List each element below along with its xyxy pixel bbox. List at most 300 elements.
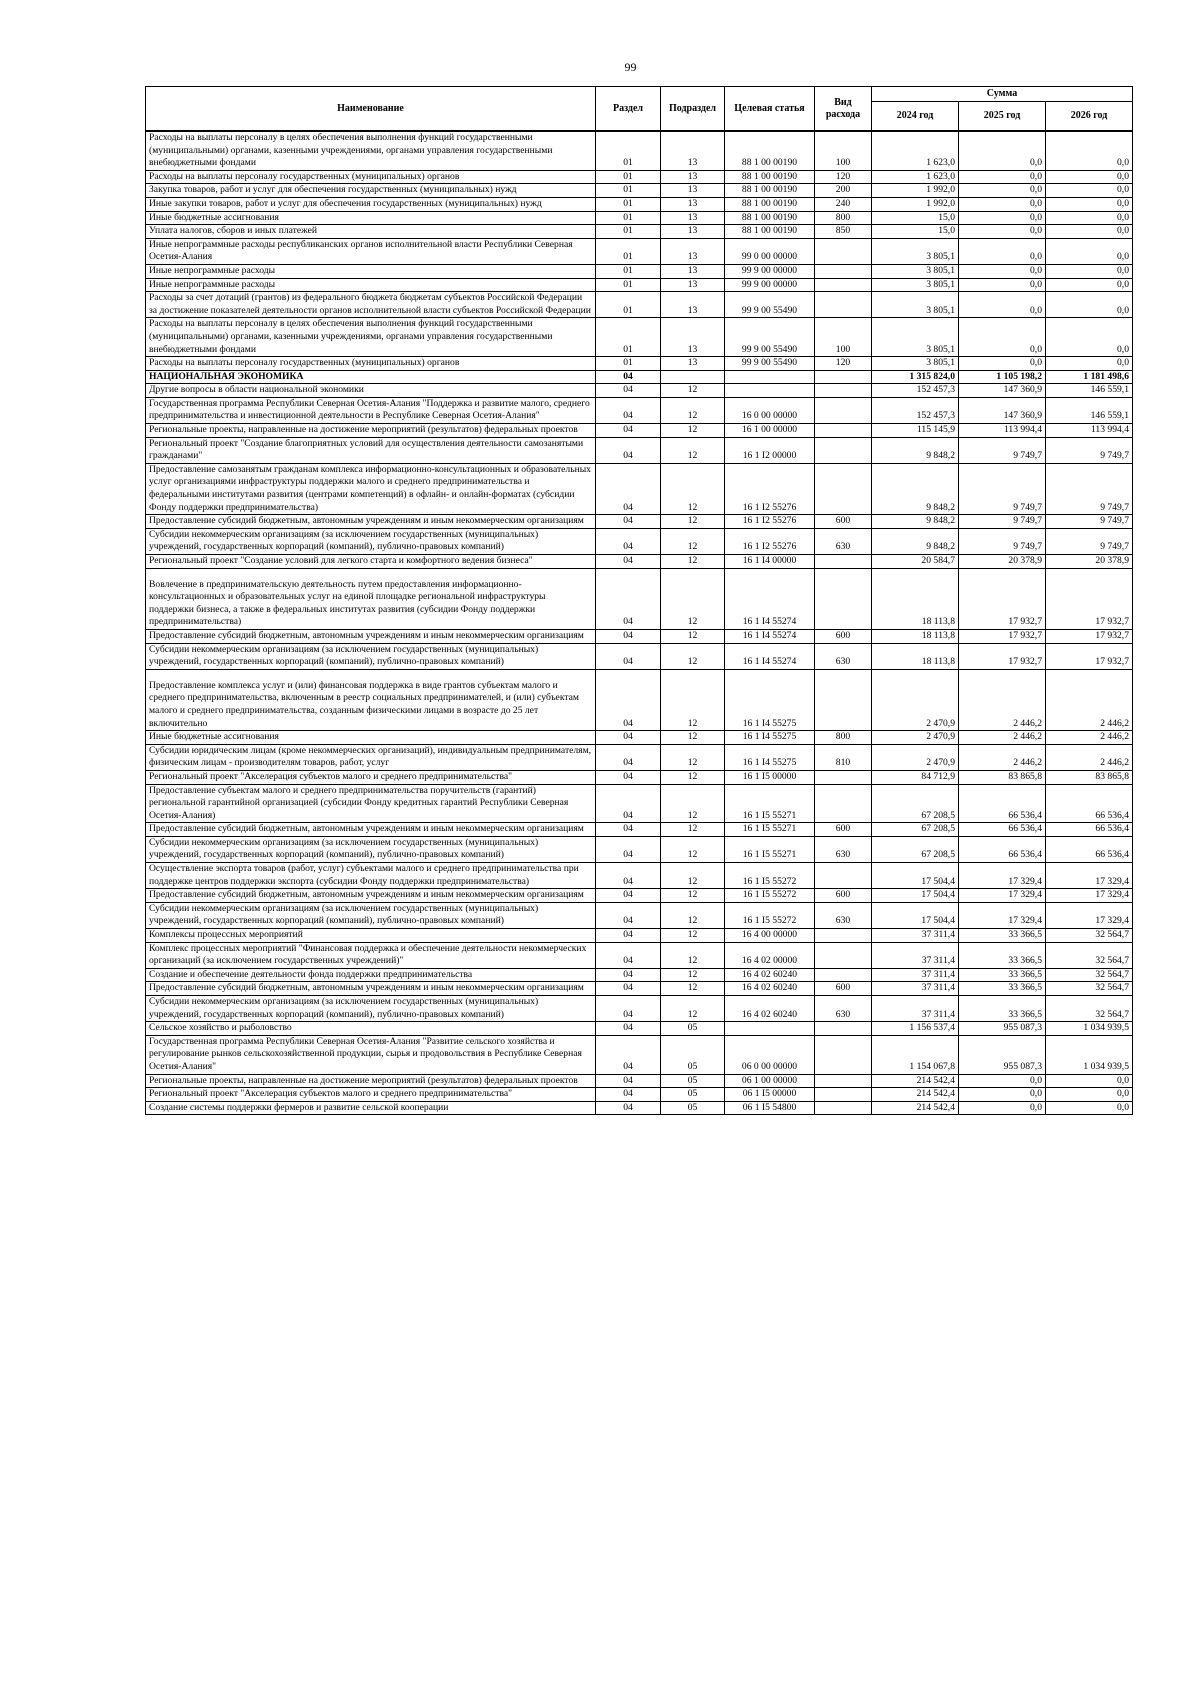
row-value-2025: 83 865,8 xyxy=(959,770,1046,784)
row-value-2026: 0,0 xyxy=(1046,197,1133,211)
row-name: Иные непрограммные расходы xyxy=(146,278,596,292)
table-row xyxy=(146,424,1133,438)
row-target: 88 1 00 00190 xyxy=(725,131,815,170)
row-section: 04 xyxy=(596,515,661,529)
row-value-2026: 146 559,1 xyxy=(1046,397,1133,423)
row-section: 04 xyxy=(596,823,661,837)
row-target xyxy=(725,1022,815,1036)
row-value-2025: 2 446,2 xyxy=(959,669,1046,730)
row-expense-type: 630 xyxy=(815,902,872,928)
table-row xyxy=(146,744,1133,770)
row-value-2026: 2 446,2 xyxy=(1046,731,1133,745)
row-target: 16 1 I5 00000 xyxy=(725,770,815,784)
row-section: 04 xyxy=(596,370,661,384)
row-value-2026: 83 865,8 xyxy=(1046,770,1133,784)
row-subsection: 13 xyxy=(661,264,725,278)
row-section: 01 xyxy=(596,184,661,198)
row-value-2024: 67 208,5 xyxy=(872,836,959,862)
row-value-2024: 20 584,7 xyxy=(872,555,959,569)
row-value-2026: 0,0 xyxy=(1046,292,1133,318)
table-row xyxy=(146,863,1133,889)
row-value-2025: 2 446,2 xyxy=(959,744,1046,770)
page-number: 99 xyxy=(624,60,637,74)
row-value-2024: 17 504,4 xyxy=(872,902,959,928)
row-subsection: 12 xyxy=(661,982,725,996)
row-value-2026: 0,0 xyxy=(1046,318,1133,357)
row-value-2025: 0,0 xyxy=(959,264,1046,278)
row-section: 04 xyxy=(596,982,661,996)
table-row xyxy=(146,184,1133,198)
row-expense-type xyxy=(815,463,872,514)
row-value-2026: 2 446,2 xyxy=(1046,669,1133,730)
row-subsection: 13 xyxy=(661,318,725,357)
row-target: 99 9 00 55490 xyxy=(725,357,815,371)
row-section: 04 xyxy=(596,731,661,745)
row-target: 88 1 00 00190 xyxy=(725,197,815,211)
row-target: 99 0 00 00000 xyxy=(725,238,815,264)
row-name: Расходы на выплаты персоналу в целях обеспечения выполнения функций государственными (муниципальными) органами, казенными учреждениями, органами управления государственными внебюджетными фондами xyxy=(146,318,596,357)
table-row xyxy=(146,170,1133,184)
row-value-2024: 9 848,2 xyxy=(872,463,959,514)
row-expense-type xyxy=(815,264,872,278)
row-section: 01 xyxy=(596,211,661,225)
row-value-2025: 0,0 xyxy=(959,278,1046,292)
row-value-2025: 33 366,5 xyxy=(959,942,1046,968)
row-target: 16 4 02 60240 xyxy=(725,982,815,996)
row-name: Субсидии некоммерческим организациям (за исключением государственных (муниципальных) учреждений, государственных корпораций (компаний), публично-правовых компаний) xyxy=(146,643,596,669)
row-name: Предоставление субсидий бюджетным, автономным учреждениям и иным некоммерческим организациям xyxy=(146,629,596,643)
row-name: Государственная программа Республики Северная Осетия-Алания "Поддержка и развитие малого, среднего предпринимательства и инвестиционной деятельности в Республике Северная Осетия-Алания" xyxy=(146,397,596,423)
row-section: 01 xyxy=(596,131,661,170)
row-target: 88 1 00 00190 xyxy=(725,211,815,225)
row-target: 06 0 00 00000 xyxy=(725,1035,815,1074)
row-value-2024: 17 504,4 xyxy=(872,889,959,903)
row-value-2025: 0,0 xyxy=(959,184,1046,198)
row-name: Субсидии юридическим лицам (кроме некоммерческих организаций), индивидуальным предпринимателям, физическим лицам - производителям товаров, работ, услуг xyxy=(146,744,596,770)
row-subsection: 12 xyxy=(661,836,725,862)
row-expense-type: 600 xyxy=(815,515,872,529)
row-subsection: 12 xyxy=(661,629,725,643)
row-subsection: 12 xyxy=(661,968,725,982)
row-value-2026: 9 749,7 xyxy=(1046,463,1133,514)
row-expense-type: 120 xyxy=(815,357,872,371)
row-name: Региональные проекты, направленные на достижение мероприятий (результатов) федеральных проектов xyxy=(146,424,596,438)
row-subsection: 12 xyxy=(661,929,725,943)
row-value-2024: 9 848,2 xyxy=(872,528,959,554)
row-value-2025: 147 360,9 xyxy=(959,384,1046,398)
row-value-2025: 0,0 xyxy=(959,197,1046,211)
row-expense-type: 630 xyxy=(815,836,872,862)
row-expense-type: 600 xyxy=(815,823,872,837)
row-value-2026: 146 559,1 xyxy=(1046,384,1133,398)
row-target: 16 4 02 60240 xyxy=(725,968,815,982)
row-section: 01 xyxy=(596,318,661,357)
row-section: 04 xyxy=(596,902,661,928)
row-value-2026: 9 749,7 xyxy=(1046,437,1133,463)
row-value-2025: 113 994,4 xyxy=(959,424,1046,438)
row-target xyxy=(725,384,815,398)
row-value-2025: 17 329,4 xyxy=(959,902,1046,928)
row-value-2024: 2 470,9 xyxy=(872,669,959,730)
row-value-2024: 37 311,4 xyxy=(872,968,959,982)
row-name: Предоставление субсидий бюджетным, автономным учреждениям и иным некоммерческим организациям xyxy=(146,515,596,529)
row-name: Создание и обеспечение деятельности фонда поддержки предпринимательства xyxy=(146,968,596,982)
table-row xyxy=(146,370,1133,384)
row-expense-type xyxy=(815,384,872,398)
row-value-2026: 17 932,7 xyxy=(1046,643,1133,669)
row-value-2024: 17 504,4 xyxy=(872,863,959,889)
row-value-2026: 32 564,7 xyxy=(1046,942,1133,968)
row-section: 01 xyxy=(596,278,661,292)
row-expense-type xyxy=(815,555,872,569)
table-row xyxy=(146,1035,1133,1074)
row-value-2024: 1 315 824,0 xyxy=(872,370,959,384)
row-value-2024: 3 805,1 xyxy=(872,238,959,264)
table-row xyxy=(146,1088,1133,1102)
row-section: 04 xyxy=(596,836,661,862)
row-value-2025: 955 087,3 xyxy=(959,1035,1046,1074)
row-target: 06 1 I5 54800 xyxy=(725,1101,815,1115)
row-section: 04 xyxy=(596,889,661,903)
row-target: 16 1 I4 55275 xyxy=(725,731,815,745)
row-subsection: 13 xyxy=(661,292,725,318)
row-section: 04 xyxy=(596,1022,661,1036)
table-row xyxy=(146,996,1133,1022)
row-value-2024: 3 805,1 xyxy=(872,357,959,371)
row-section: 04 xyxy=(596,968,661,982)
row-section: 04 xyxy=(596,1035,661,1074)
row-section: 01 xyxy=(596,238,661,264)
budget-table xyxy=(145,86,1133,1115)
row-section: 04 xyxy=(596,1074,661,1088)
row-subsection: 12 xyxy=(661,384,725,398)
row-expense-type xyxy=(815,669,872,730)
row-value-2024: 18 113,8 xyxy=(872,643,959,669)
row-target: 16 1 I2 00000 xyxy=(725,437,815,463)
table-row xyxy=(146,929,1133,943)
row-expense-type: 800 xyxy=(815,211,872,225)
row-value-2025: 66 536,4 xyxy=(959,823,1046,837)
row-section: 01 xyxy=(596,197,661,211)
row-value-2025: 9 749,7 xyxy=(959,515,1046,529)
table-row xyxy=(146,278,1133,292)
row-subsection: 13 xyxy=(661,184,725,198)
row-expense-type xyxy=(815,278,872,292)
row-target: 88 1 00 00190 xyxy=(725,225,815,239)
row-value-2025: 0,0 xyxy=(959,211,1046,225)
table-row xyxy=(146,318,1133,357)
row-section: 04 xyxy=(596,568,661,629)
row-name: Субсидии некоммерческим организациям (за исключением государственных (муниципальных) учреждений, государственных корпораций (компаний), публично-правовых компаний) xyxy=(146,836,596,862)
table-row xyxy=(146,968,1133,982)
row-name: Региональный проект "Акселерация субъектов малого и среднего предпринимательства" xyxy=(146,1088,596,1102)
table-row xyxy=(146,515,1133,529)
row-section: 04 xyxy=(596,555,661,569)
row-subsection: 13 xyxy=(661,197,725,211)
row-subsection: 13 xyxy=(661,170,725,184)
row-value-2025: 0,0 xyxy=(959,238,1046,264)
row-section: 04 xyxy=(596,942,661,968)
row-value-2025: 2 446,2 xyxy=(959,731,1046,745)
table-row xyxy=(146,731,1133,745)
row-section: 04 xyxy=(596,424,661,438)
row-value-2025: 0,0 xyxy=(959,170,1046,184)
row-expense-type xyxy=(815,370,872,384)
row-value-2026: 17 329,4 xyxy=(1046,902,1133,928)
header-target: Целевая статья xyxy=(725,87,815,132)
row-value-2024: 152 457,3 xyxy=(872,384,959,398)
row-expense-type xyxy=(815,292,872,318)
row-value-2026: 1 181 498,6 xyxy=(1046,370,1133,384)
table-row xyxy=(146,942,1133,968)
row-name: Закупка товаров, работ и услуг для обеспечения государственных (муниципальных) нужд xyxy=(146,184,596,198)
table-row xyxy=(146,629,1133,643)
row-value-2026: 66 536,4 xyxy=(1046,823,1133,837)
row-expense-type: 600 xyxy=(815,982,872,996)
row-subsection: 13 xyxy=(661,131,725,170)
row-name: Региональный проект "Акселерация субъектов малого и среднего предпринимательства" xyxy=(146,770,596,784)
row-subsection: 05 xyxy=(661,1074,725,1088)
row-subsection: 12 xyxy=(661,528,725,554)
header-2026: 2026 год xyxy=(1046,102,1133,132)
row-section: 04 xyxy=(596,863,661,889)
table-row xyxy=(146,1074,1133,1088)
row-target: 16 1 I4 55275 xyxy=(725,669,815,730)
row-value-2025: 1 105 198,2 xyxy=(959,370,1046,384)
row-value-2025: 0,0 xyxy=(959,1074,1046,1088)
row-value-2024: 3 805,1 xyxy=(872,318,959,357)
row-value-2026: 0,0 xyxy=(1046,278,1133,292)
row-value-2026: 17 329,4 xyxy=(1046,889,1133,903)
row-name: Предоставление субсидий бюджетным, автономным учреждениям и иным некоммерческим организациям xyxy=(146,823,596,837)
row-value-2026: 0,0 xyxy=(1046,1101,1133,1115)
row-expense-type xyxy=(815,942,872,968)
row-name: Расходы на выплаты персоналу государственных (муниципальных) органов xyxy=(146,357,596,371)
row-subsection: 13 xyxy=(661,238,725,264)
table-row xyxy=(146,463,1133,514)
row-name: Субсидии некоммерческим организациям (за исключением государственных (муниципальных) учреждений, государственных корпораций (компаний), публично-правовых компаний) xyxy=(146,996,596,1022)
row-expense-type xyxy=(815,929,872,943)
table-row xyxy=(146,555,1133,569)
row-value-2025: 17 932,7 xyxy=(959,568,1046,629)
row-target: 99 9 00 55490 xyxy=(725,318,815,357)
row-expense-type: 200 xyxy=(815,184,872,198)
row-value-2025: 17 329,4 xyxy=(959,889,1046,903)
row-subsection: 12 xyxy=(661,669,725,730)
row-value-2025: 17 932,7 xyxy=(959,643,1046,669)
table-row xyxy=(146,1022,1133,1036)
row-section: 04 xyxy=(596,643,661,669)
row-value-2026: 0,0 xyxy=(1046,1088,1133,1102)
row-name: Предоставление субсидий бюджетным, автономным учреждениям и иным некоммерческим организациям xyxy=(146,982,596,996)
row-value-2026: 0,0 xyxy=(1046,184,1133,198)
row-subsection: 12 xyxy=(661,942,725,968)
row-name: Региональный проект "Создание условий для легкого старта и комфортного ведения бизнеса" xyxy=(146,555,596,569)
row-value-2024: 152 457,3 xyxy=(872,397,959,423)
row-subsection: 12 xyxy=(661,397,725,423)
row-target: 16 1 I2 55276 xyxy=(725,515,815,529)
header-subsection: Подраздел xyxy=(661,87,725,132)
row-value-2026: 66 536,4 xyxy=(1046,784,1133,823)
row-section: 04 xyxy=(596,669,661,730)
row-value-2026: 66 536,4 xyxy=(1046,836,1133,862)
table-row xyxy=(146,836,1133,862)
header-name: Наименование xyxy=(146,87,596,132)
row-value-2024: 1 156 537,4 xyxy=(872,1022,959,1036)
row-name: Расходы на выплаты персоналу в целях обеспечения выполнения функций государственными (муниципальными) органами, казенными учреждениями, органами управления государственными внебюджетными фондами xyxy=(146,131,596,170)
row-value-2026: 20 378,9 xyxy=(1046,555,1133,569)
row-value-2026: 17 329,4 xyxy=(1046,863,1133,889)
row-value-2024: 37 311,4 xyxy=(872,942,959,968)
row-section: 04 xyxy=(596,528,661,554)
row-expense-type: 630 xyxy=(815,996,872,1022)
row-section: 01 xyxy=(596,292,661,318)
row-name: Иные бюджетные ассигнования xyxy=(146,211,596,225)
row-name: Иные закупки товаров, работ и услуг для обеспечения государственных (муниципальных) нужд xyxy=(146,197,596,211)
row-value-2025: 9 749,7 xyxy=(959,463,1046,514)
row-value-2025: 20 378,9 xyxy=(959,555,1046,569)
row-expense-type: 630 xyxy=(815,528,872,554)
row-target: 06 1 00 00000 xyxy=(725,1074,815,1088)
row-value-2026: 2 446,2 xyxy=(1046,744,1133,770)
table-row xyxy=(146,889,1133,903)
row-value-2025: 33 366,5 xyxy=(959,996,1046,1022)
row-value-2025: 33 366,5 xyxy=(959,982,1046,996)
row-subsection: 12 xyxy=(661,424,725,438)
row-value-2025: 147 360,9 xyxy=(959,397,1046,423)
row-expense-type: 810 xyxy=(815,744,872,770)
row-value-2026: 0,0 xyxy=(1046,211,1133,225)
row-name: Региональные проекты, направленные на достижение мероприятий (результатов) федеральных проектов xyxy=(146,1074,596,1088)
table-row xyxy=(146,397,1133,423)
row-name: Предоставление комплекса услуг и (или) финансовая поддержка в виде грантов субъектам малого и среднего предпринимательства, включенным в реестр социальных предпринимателей, и (или) субъектам малого и среднего предпринимательства, созданным физическими лицами в возрасте до 25 лет включительно xyxy=(146,669,596,730)
row-subsection: 13 xyxy=(661,278,725,292)
row-value-2026: 113 994,4 xyxy=(1046,424,1133,438)
row-value-2026: 17 932,7 xyxy=(1046,568,1133,629)
table-row xyxy=(146,669,1133,730)
table-row xyxy=(146,902,1133,928)
table-row xyxy=(146,384,1133,398)
row-value-2024: 9 848,2 xyxy=(872,515,959,529)
header-expense-type: Вид расхода xyxy=(815,87,872,132)
row-expense-type xyxy=(815,424,872,438)
row-subsection: 12 xyxy=(661,889,725,903)
row-value-2026: 1 034 939,5 xyxy=(1046,1035,1133,1074)
row-value-2026: 32 564,7 xyxy=(1046,982,1133,996)
row-subsection: 12 xyxy=(661,996,725,1022)
row-value-2025: 9 749,7 xyxy=(959,437,1046,463)
row-value-2024: 18 113,8 xyxy=(872,629,959,643)
row-value-2024: 18 113,8 xyxy=(872,568,959,629)
row-name: НАЦИОНАЛЬНАЯ ЭКОНОМИКА xyxy=(146,370,596,384)
row-section: 04 xyxy=(596,437,661,463)
row-target: 16 0 00 00000 xyxy=(725,397,815,423)
row-subsection: 13 xyxy=(661,225,725,239)
table-row xyxy=(146,770,1133,784)
table-row xyxy=(146,568,1133,629)
row-subsection: 13 xyxy=(661,357,725,371)
row-name: Предоставление субъектам малого и среднего предпринимательства поручительств (гарантий) региональной гарантийной организацией (субсидии Фонду кредитных гарантий Республики Северная Осетия-Алания) xyxy=(146,784,596,823)
row-name: Субсидии некоммерческим организациям (за исключением государственных (муниципальных) учреждений, государственных корпораций (компаний), публично-правовых компаний) xyxy=(146,902,596,928)
table-row xyxy=(146,643,1133,669)
row-expense-type xyxy=(815,1088,872,1102)
row-value-2024: 115 145,9 xyxy=(872,424,959,438)
row-section: 01 xyxy=(596,170,661,184)
row-expense-type: 240 xyxy=(815,197,872,211)
row-value-2025: 0,0 xyxy=(959,131,1046,170)
row-value-2024: 214 542,4 xyxy=(872,1074,959,1088)
row-target: 16 4 00 00000 xyxy=(725,929,815,943)
header-section: Раздел xyxy=(596,87,661,132)
row-name: Сельское хозяйство и рыболовство xyxy=(146,1022,596,1036)
row-name: Осуществление экспорта товаров (работ, услуг) субъектами малого и среднего предпринимательства при поддержке центров поддержки экспорта (субсидии Фонду поддержки предпринимательства) xyxy=(146,863,596,889)
row-subsection: 12 xyxy=(661,437,725,463)
row-expense-type: 600 xyxy=(815,889,872,903)
row-value-2024: 1 623,0 xyxy=(872,131,959,170)
row-value-2024: 1 992,0 xyxy=(872,184,959,198)
row-value-2024: 15,0 xyxy=(872,211,959,225)
row-value-2026: 32 564,7 xyxy=(1046,996,1133,1022)
row-name: Субсидии некоммерческим организациям (за исключением государственных (муниципальных) учреждений, государственных корпораций (компаний), публично-правовых компаний) xyxy=(146,528,596,554)
row-section: 04 xyxy=(596,1101,661,1115)
row-name: Региональный проект "Создание благоприятных условий для осуществления деятельности самозанятыми гражданами" xyxy=(146,437,596,463)
row-value-2025: 955 087,3 xyxy=(959,1022,1046,1036)
row-name: Вовлечение в предпринимательскую деятельность путем предоставления информационно-консультационных и образовательных услуг на единой площадке региональной инфраструктуры поддержки бизнеса, а также в федеральных институтах развития (субсидии Фонду поддержки предпринимательства) xyxy=(146,568,596,629)
row-subsection: 12 xyxy=(661,902,725,928)
row-value-2024: 2 470,9 xyxy=(872,731,959,745)
row-name: Создание системы поддержки фермеров и развитие сельской кооперации xyxy=(146,1101,596,1115)
row-target: 16 1 I2 55276 xyxy=(725,528,815,554)
row-value-2024: 37 311,4 xyxy=(872,929,959,943)
row-section: 01 xyxy=(596,225,661,239)
row-target: 16 1 I5 55271 xyxy=(725,784,815,823)
row-section: 04 xyxy=(596,996,661,1022)
row-value-2025: 0,0 xyxy=(959,225,1046,239)
row-value-2024: 37 311,4 xyxy=(872,982,959,996)
row-value-2024: 15,0 xyxy=(872,225,959,239)
header-2024: 2024 год xyxy=(872,102,959,132)
row-section: 04 xyxy=(596,1088,661,1102)
row-value-2026: 17 932,7 xyxy=(1046,629,1133,643)
row-value-2025: 33 366,5 xyxy=(959,929,1046,943)
row-value-2024: 67 208,5 xyxy=(872,784,959,823)
row-section: 04 xyxy=(596,629,661,643)
row-value-2026: 0,0 xyxy=(1046,357,1133,371)
row-value-2024: 2 470,9 xyxy=(872,744,959,770)
row-target: 88 1 00 00190 xyxy=(725,170,815,184)
table-row xyxy=(146,437,1133,463)
row-value-2026: 1 034 939,5 xyxy=(1046,1022,1133,1036)
row-expense-type: 120 xyxy=(815,170,872,184)
table-row xyxy=(146,238,1133,264)
row-subsection: 12 xyxy=(661,515,725,529)
row-target: 16 4 02 00000 xyxy=(725,942,815,968)
row-name: Другие вопросы в области национальной экономики xyxy=(146,384,596,398)
row-target: 16 1 I4 55274 xyxy=(725,568,815,629)
row-subsection: 13 xyxy=(661,211,725,225)
row-value-2024: 214 542,4 xyxy=(872,1088,959,1102)
row-target: 16 1 I4 55275 xyxy=(725,744,815,770)
table-row xyxy=(146,211,1133,225)
row-name: Расходы на выплаты персоналу государственных (муниципальных) органов xyxy=(146,170,596,184)
row-subsection: 12 xyxy=(661,731,725,745)
row-target: 16 1 I5 55271 xyxy=(725,836,815,862)
row-value-2024: 37 311,4 xyxy=(872,996,959,1022)
table-row xyxy=(146,225,1133,239)
row-value-2025: 0,0 xyxy=(959,292,1046,318)
row-target: 16 4 02 60240 xyxy=(725,996,815,1022)
row-name: Комплексы процессных мероприятий xyxy=(146,929,596,943)
